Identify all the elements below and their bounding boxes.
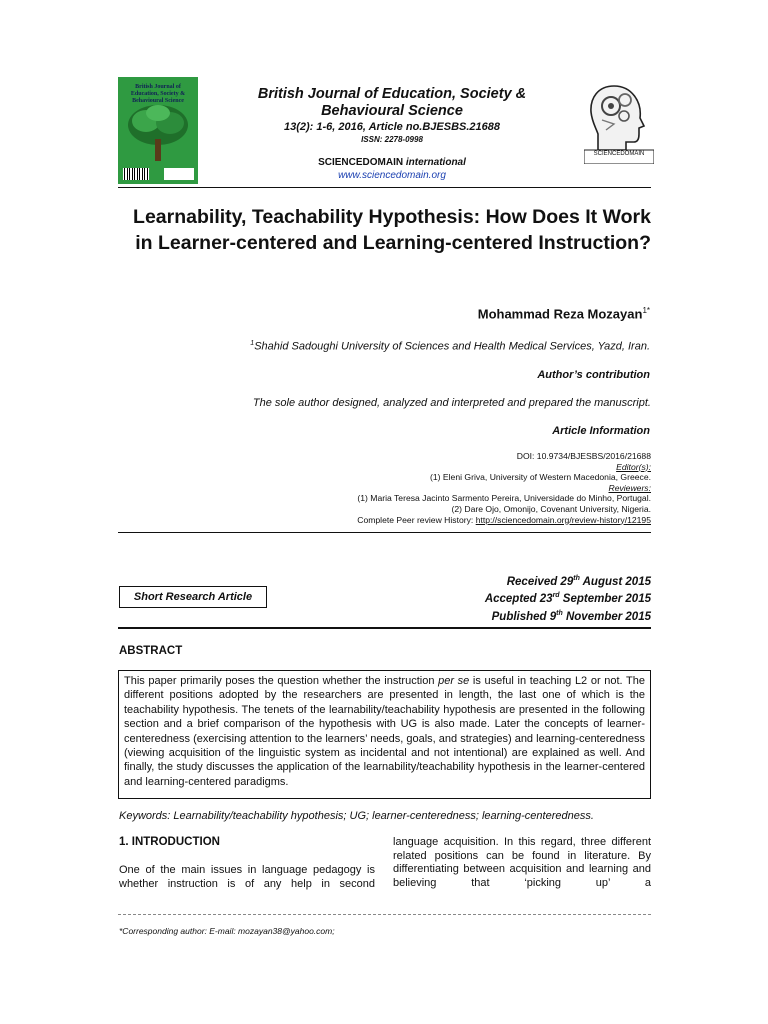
- article-info-heading: Article Information: [552, 425, 650, 437]
- tree-icon: [118, 103, 198, 163]
- journal-title: British Journal of Education, Society & Behavioural Science: [257, 86, 527, 119]
- author-text: Mohammad Reza Mozayan: [477, 306, 643, 322]
- barcode-icon: [123, 168, 149, 180]
- abstract-italic: per se: [438, 675, 470, 687]
- review-history: [200, 515, 651, 526]
- published-date: Published 9th November 2015: [491, 609, 651, 623]
- metadata-divider: [118, 532, 651, 533]
- author-affiliation: [150, 340, 650, 353]
- keywords: Keywords: Learnability/teachability hypothesis; UG; learner-centeredness; learning-centeredness.: [119, 810, 594, 822]
- header-divider: [118, 187, 651, 188]
- reviewer-item: (2) Dare Ojo, Omonijo, Covenant University, Nigeria.: [451, 503, 651, 514]
- body-column-right: language acquisition. In this regard, three different related positions can be found in literature. By differentiating between acquisition and learning and believing that ‘picking up’ a: [393, 836, 651, 889]
- author-name: [300, 306, 650, 321]
- reviewers-label: Reviewers:: [608, 482, 651, 493]
- review-history-label: Complete Peer review History:: [357, 514, 476, 525]
- editor-item: (1) Eleni Griva, University of Western Macedonia, Greece.: [430, 472, 651, 483]
- contribution-heading: Author’s contribution: [537, 369, 650, 381]
- abstract-divider: [118, 627, 651, 629]
- article-metadata: [200, 451, 651, 525]
- affiliation-text: Shahid Sadoughi University of Sciences and Health Medical Services, Yazd, Iran.: [254, 340, 650, 353]
- journal-issn: ISSN: 2278-0998: [361, 135, 423, 144]
- publisher-suffix: international: [405, 157, 466, 168]
- section-heading-introduction: 1. INTRODUCTION: [119, 836, 220, 848]
- logo-caption: SCIENCEDOMAIN: [593, 151, 645, 157]
- doi: DOI: 10.9734/BJESBS/2016/21688: [516, 451, 651, 461]
- publisher-name: [222, 157, 562, 168]
- author-superscript: 1*: [642, 306, 650, 315]
- article-dates: [400, 572, 651, 624]
- body-column-left: One of the main issues in language pedagogy is whether instruction is of any help in second: [119, 864, 375, 890]
- editors-label: Editor(s):: [616, 461, 651, 472]
- accepted-date: Accepted 23rd September 2015: [484, 592, 651, 606]
- corresponding-author-footnote: *Corresponding author: E-mail: mozayan38@yahoo.com;: [119, 926, 335, 936]
- reviewer-item: (1) Maria Teresa Jacinto Sarmento Pereira, Universidade do Minho, Portugal.: [357, 493, 651, 504]
- review-history-link[interactable]: http://sciencedomain.org/review-history/12195: [475, 514, 651, 525]
- cover-title: British Journal of Education, Society & Behavioural Science: [130, 84, 186, 104]
- journal-cover-image: [118, 77, 198, 184]
- contribution-text: The sole author designed, analyzed and interpreted and prepared the manuscript.: [252, 397, 651, 409]
- affiliation-superscript: 1: [250, 340, 255, 347]
- article-type-badge: Short Research Article: [119, 586, 267, 608]
- journal-volume: 13(2): 1-6, 2016, Article no.BJESBS.21688: [283, 121, 501, 133]
- cover-publisher-badge: [164, 168, 194, 180]
- abstract-text: This paper primarily poses the question whether the instruction per se is useful in teaching L2 or not. The different positions adopted by the researchers are presented in length, the last one of which is the teachability hypothesis. The tenets of the learnability/teachability hypothesis are presented in the following section and a brief comparison of the hypothesis with UG is also made. Later the concepts of learner-centeredness (exercising attention to the learners’ needs, goals, and strategies) and learning-centeredness (viewing acquisition of the linguistic system as incidental and not intentional) are explained as well. And finally, the study discusses the application of the learnability/teachability hypothesis in the learner-centered and learning-centered paradigms.: [124, 675, 646, 788]
- article-title: Learnability, Teachability Hypothesis: How Does It Work in Learner-centered and Learning-centered Instruction?: [133, 206, 651, 254]
- publisher-main: SCIENCEDOMAIN: [318, 157, 404, 168]
- publisher-url-link[interactable]: www.sciencedomain.org: [338, 170, 446, 181]
- abstract-heading: ABSTRACT: [119, 645, 183, 657]
- received-date: Received 29th August 2015: [506, 575, 651, 588]
- footnote-divider: [118, 914, 651, 915]
